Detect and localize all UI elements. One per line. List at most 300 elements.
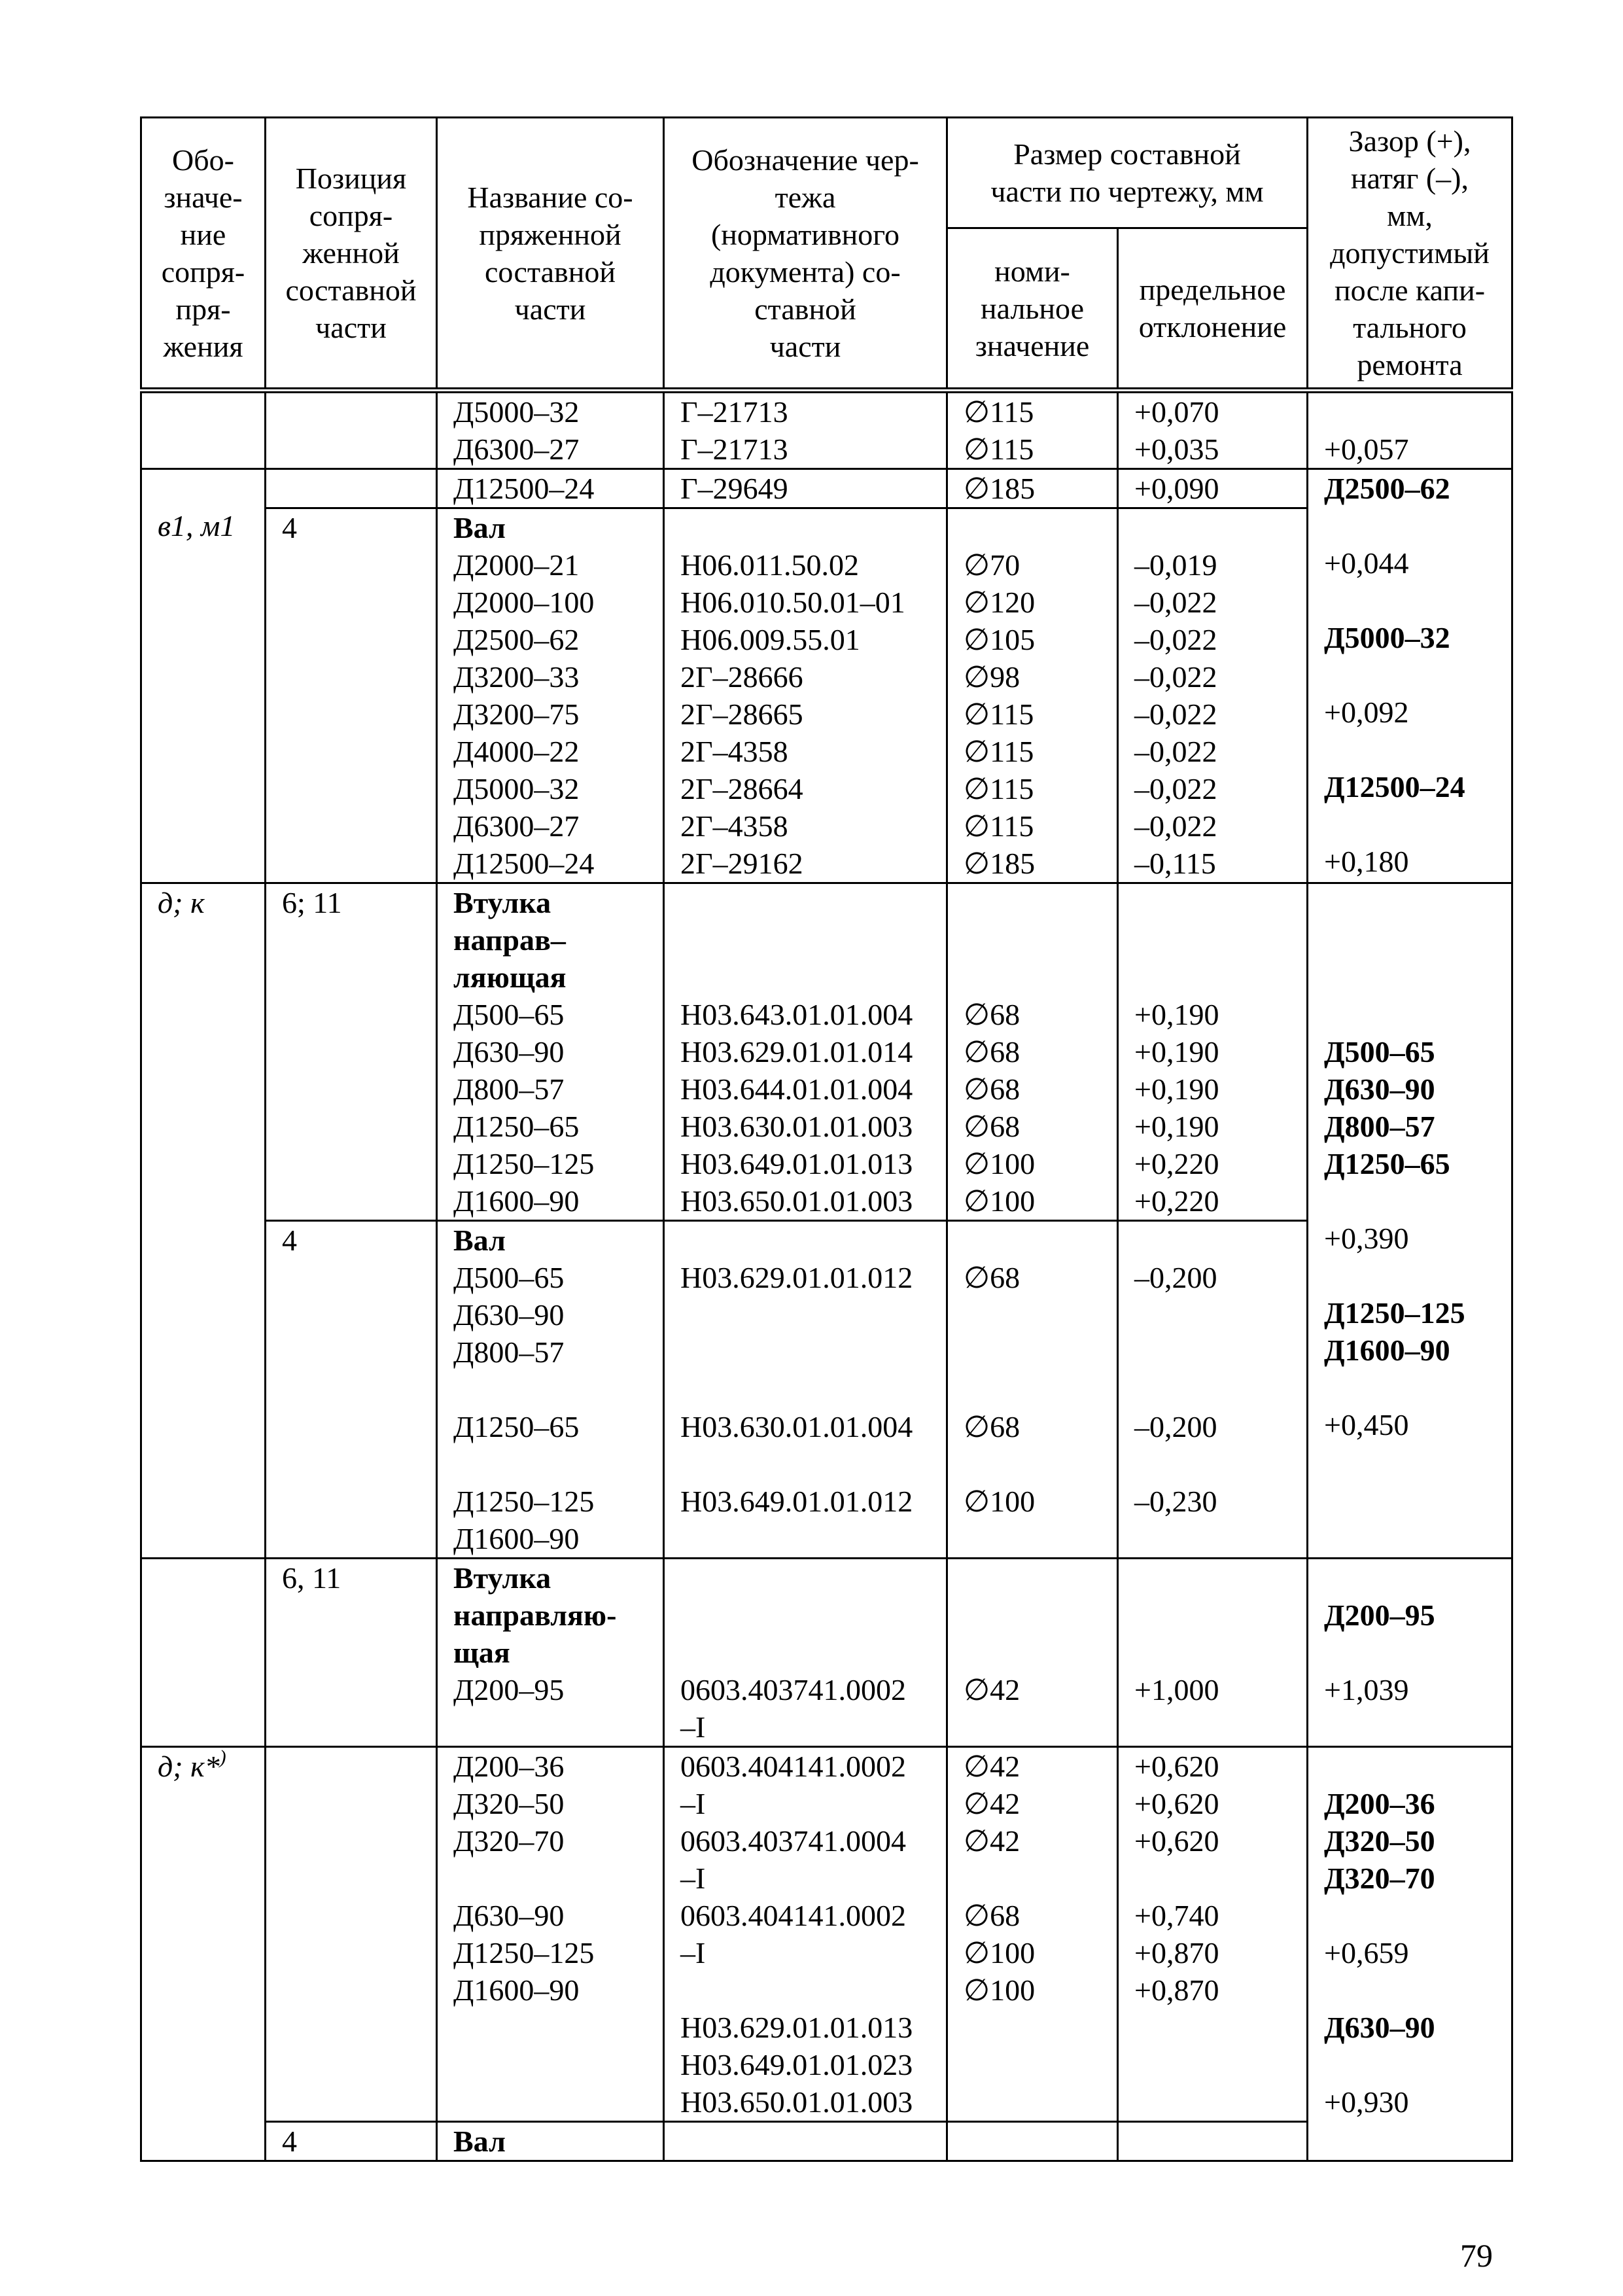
cell-line: –0,200	[1134, 1410, 1217, 1443]
cell-line: Д320–70	[453, 1824, 565, 1858]
cell-line: Н03.630.01.01.004	[680, 1410, 913, 1443]
cell-line: –0,019	[1134, 548, 1217, 582]
cell-line: Д200–36	[453, 1750, 565, 1783]
cell-line: Д1600–90	[453, 1184, 580, 1218]
table-row	[141, 883, 1512, 1221]
part-name-cell	[437, 1221, 664, 1559]
designation-cell	[141, 1559, 266, 1747]
cell-line	[964, 1634, 1117, 1671]
cell-line: Д1250–65	[1324, 1147, 1450, 1180]
designation-cell	[141, 391, 266, 469]
cell-line: Н06.010.50.01–01	[680, 586, 905, 619]
part-name-cell	[437, 2122, 664, 2161]
part-name-cell	[437, 469, 664, 508]
cell-line: ∅100	[964, 1973, 1036, 2007]
cell-line: отклонение	[1138, 310, 1287, 344]
cell-line	[1134, 2046, 1306, 2083]
cell-line: ∅105	[964, 623, 1036, 656]
cell-line: Н03.643.01.01.004	[680, 998, 913, 1031]
cell-line: 0603.404141.0002	[680, 1750, 906, 1783]
cell-line: в1, м1	[158, 509, 236, 542]
cell-line: ние	[180, 217, 226, 251]
deviation-cell	[1118, 391, 1308, 469]
drawing-cell	[664, 469, 947, 508]
cell-line: –0,230	[1134, 1485, 1217, 1518]
cell-line	[1324, 1708, 1511, 1746]
page-number: 79	[1460, 2237, 1493, 2274]
cell-line: –0,022	[1134, 586, 1217, 619]
cell-line	[453, 1860, 663, 1897]
cell-line: сопря-	[161, 255, 245, 289]
cell-line	[964, 2009, 1117, 2046]
header-part-name	[437, 118, 664, 391]
cell-line: Д4000–22	[453, 735, 580, 768]
cell-line: ∅42	[964, 1824, 1021, 1858]
cell-line: +0,180	[1324, 845, 1409, 878]
cell-line	[1134, 1520, 1306, 1557]
cell-line: Д5000–32	[1324, 621, 1450, 654]
cell-line: Д12500–24	[453, 847, 595, 880]
cell-line: –0,022	[1134, 623, 1217, 656]
cell-line: ляющая	[453, 961, 567, 994]
cell-line: Д12500–24	[1324, 770, 1465, 804]
designation-cell	[141, 469, 266, 883]
cell-line	[680, 1371, 946, 1408]
header-drawing	[664, 118, 947, 391]
cell-line: номи-	[994, 254, 1070, 288]
position-cell	[266, 2122, 437, 2161]
table-row	[141, 1221, 1512, 1559]
cell-line: ∅42	[964, 1787, 1021, 1820]
cell-line	[282, 470, 436, 507]
cell-line: Втулка	[453, 886, 551, 919]
header-designation	[141, 118, 266, 391]
deviation-cell	[1118, 1559, 1308, 1747]
cell-line: Д3200–75	[453, 698, 580, 731]
cell-line: пря-	[175, 292, 231, 326]
cell-line	[1134, 1296, 1306, 1333]
cell-line: +0,057	[1324, 433, 1409, 466]
cell-line: Д1250–125	[453, 1485, 595, 1518]
cell-line: Н03.629.01.01.014	[680, 1035, 913, 1069]
drawing-cell	[664, 1221, 947, 1559]
part-name-cell	[437, 883, 664, 1221]
part-name-cell	[437, 1747, 664, 2122]
specification-table	[140, 116, 1513, 2162]
cell-line: Д630–90	[453, 1899, 565, 1932]
cell-line: ставной	[754, 292, 856, 326]
cell-line: +0,220	[1134, 1147, 1219, 1180]
cell-line: +0,870	[1134, 1973, 1219, 2007]
cell-line: тального	[1353, 311, 1467, 344]
cell-line: составной	[285, 274, 417, 307]
drawing-cell	[664, 1747, 947, 2122]
cell-line: +1,000	[1134, 1673, 1219, 1706]
header-nominal	[947, 228, 1118, 391]
cell-line	[1324, 1559, 1511, 1597]
clearance-cell	[1308, 469, 1512, 883]
cell-line: +0,870	[1134, 1936, 1219, 1969]
cell-line: 6, 11	[282, 1561, 341, 1595]
cell-line: после капи-	[1334, 274, 1486, 307]
drawing-cell	[664, 391, 947, 469]
deviation-cell	[1118, 883, 1308, 1221]
cell-line: ∅100	[964, 1485, 1036, 1518]
cell-line: ∅68	[964, 1261, 1021, 1294]
cell-line	[964, 509, 1117, 546]
cell-line	[453, 1371, 663, 1408]
cell-line: Д500–65	[453, 1261, 565, 1294]
cell-line	[1324, 1182, 1511, 1220]
cell-line	[680, 959, 946, 996]
clearance-cell	[1308, 391, 1512, 469]
cell-line: пряженной	[479, 217, 621, 251]
cell-line: 2Г–4358	[680, 809, 788, 843]
cell-line: Д320–70	[1324, 1862, 1435, 1895]
nominal-cell	[947, 2122, 1118, 2161]
table-row	[141, 1747, 1512, 2122]
cell-line	[453, 2046, 663, 2083]
cell-line: составной	[484, 255, 616, 289]
cell-line	[964, 1559, 1117, 1597]
cell-line	[1134, 959, 1306, 996]
nominal-cell	[947, 1221, 1118, 1559]
cell-line: Д500–65	[1324, 1035, 1435, 1069]
cell-line: Д1600–90	[1324, 1333, 1450, 1367]
cell-line: +0,092	[1324, 696, 1409, 729]
cell-line: Н03.650.01.01.003	[680, 1184, 913, 1218]
cell-line: Д3200–33	[453, 660, 580, 694]
cell-line: Д5000–32	[453, 772, 580, 805]
cell-line: Вал	[453, 2125, 506, 2158]
cell-line	[1324, 393, 1511, 431]
cell-line	[680, 884, 946, 921]
cell-line: +0,190	[1134, 1072, 1219, 1106]
cell-line	[964, 1597, 1117, 1634]
nominal-cell	[947, 1559, 1118, 1747]
cell-line: Д320–50	[1324, 1824, 1435, 1858]
cell-line: Н03.644.01.01.004	[680, 1072, 913, 1106]
cell-line	[964, 1333, 1117, 1371]
cell-line: ∅100	[964, 1147, 1036, 1180]
cell-line: Д1250–125	[1324, 1296, 1465, 1330]
cell-line: +0,620	[1134, 1750, 1219, 1783]
cell-line: Н06.009.55.01	[680, 623, 860, 656]
cell-line: части	[315, 311, 387, 344]
cell-line	[1324, 1634, 1511, 1671]
cell-line	[964, 884, 1117, 921]
cell-line: Д5000–32	[453, 395, 580, 429]
cell-line	[1324, 1897, 1511, 1934]
position-cell	[266, 1747, 437, 2122]
cell-line: Д630–90	[1324, 1072, 1435, 1106]
cell-line	[964, 921, 1117, 959]
cell-line: 0603.403741.0004	[680, 1824, 906, 1858]
cell-line: Втулка	[453, 1561, 551, 1595]
cell-line	[964, 959, 1117, 996]
cell-line: Д630–90	[1324, 2011, 1435, 2044]
table-row	[141, 391, 1512, 469]
cell-line: (нормативного	[710, 217, 900, 251]
deviation-cell	[1118, 1747, 1308, 2122]
cell-line: ∅70	[964, 548, 1021, 582]
cell-line: Вал	[453, 1224, 506, 1257]
cell-line: Д12500–24	[453, 472, 595, 505]
cell-line: ∅98	[964, 660, 1021, 694]
cell-line: –0,022	[1134, 809, 1217, 843]
cell-line: жения	[163, 329, 243, 363]
cell-line	[453, 2009, 663, 2046]
cell-line	[1324, 1369, 1511, 1406]
cell-line: Обо-	[172, 143, 234, 177]
position-cell	[266, 508, 437, 883]
cell-line	[1134, 921, 1306, 959]
cell-line	[964, 1371, 1117, 1408]
cell-line: Зазор (+),	[1348, 124, 1471, 158]
cell-line	[1134, 1559, 1306, 1597]
cell-line: Обозначение чер-	[691, 143, 919, 177]
deviation-cell	[1118, 1221, 1308, 1559]
deviation-cell	[1118, 469, 1308, 508]
cell-line: Д200–95	[1324, 1598, 1435, 1632]
cell-line: +0,620	[1134, 1824, 1219, 1858]
cell-line: Г–21713	[680, 395, 788, 429]
cell-line	[1134, 2009, 1306, 2046]
cell-line	[282, 1748, 436, 1785]
designation-cell	[141, 1747, 266, 2161]
cell-line: ремонта	[1357, 348, 1463, 381]
cell-line	[680, 509, 946, 546]
cell-line	[964, 2083, 1117, 2121]
nominal-cell	[947, 391, 1118, 469]
cell-line	[964, 1860, 1117, 1897]
cell-line: Н03.629.01.01.013	[680, 2011, 913, 2044]
cell-line: Д1250–65	[453, 1410, 580, 1443]
cell-line: +1,039	[1324, 1673, 1409, 1706]
cell-line: документа) со-	[710, 255, 901, 289]
cell-line: Д2000–21	[453, 548, 580, 582]
cell-line	[1134, 1371, 1306, 1408]
cell-line: 2Г–29162	[680, 847, 803, 880]
cell-line	[1324, 996, 1511, 1033]
cell-line	[1134, 884, 1306, 921]
cell-line: +0,035	[1134, 433, 1219, 466]
position-cell	[266, 1559, 437, 1747]
cell-line: +0,390	[1324, 1222, 1409, 1255]
cell-line	[1134, 2083, 1306, 2121]
cell-line: Позиция	[295, 162, 407, 195]
cell-line: +0,190	[1134, 998, 1219, 1031]
cell-line	[680, 1222, 946, 1259]
nominal-cell	[947, 469, 1118, 508]
position-cell	[266, 391, 437, 469]
cell-line: ∅115	[964, 735, 1034, 768]
cell-line: Н03.630.01.01.003	[680, 1110, 913, 1143]
cell-line	[158, 1559, 264, 1597]
cell-line: допустимый	[1330, 236, 1490, 270]
cell-line	[680, 1333, 946, 1371]
clearance-cell	[1308, 1747, 1512, 2161]
cell-line: 4	[282, 1224, 297, 1257]
cell-line: ∅42	[964, 1750, 1021, 1783]
cell-line	[1324, 1971, 1511, 2009]
cell-line: Д630–90	[453, 1035, 565, 1069]
cell-line: –0,022	[1134, 735, 1217, 768]
cell-line: Н03.649.01.01.023	[680, 2048, 913, 2081]
cell-line: Н06.011.50.02	[680, 548, 860, 582]
deviation-cell	[1118, 508, 1308, 883]
designation-cell	[141, 883, 266, 1559]
cell-line	[680, 1971, 946, 2009]
cell-line	[1324, 507, 1511, 544]
cell-line	[282, 393, 436, 431]
clearance-cell	[1308, 883, 1512, 1559]
cell-line: значение	[975, 328, 1090, 362]
cell-line: ∅42	[964, 1673, 1021, 1706]
cell-line: мм,	[1387, 199, 1433, 232]
header-size-group	[947, 118, 1308, 228]
cell-line	[1134, 1333, 1306, 1371]
cell-line: ∅68	[964, 1072, 1021, 1106]
cell-line: +0,659	[1324, 1936, 1409, 1969]
cell-line: Д800–57	[453, 1072, 565, 1106]
cell-line	[680, 1634, 946, 1671]
cell-line: Н03.649.01.01.013	[680, 1147, 913, 1180]
cell-line: ∅115	[964, 809, 1034, 843]
cell-line	[1134, 1708, 1306, 1746]
cell-line: натяг (–),	[1351, 162, 1469, 195]
position-cell	[266, 883, 437, 1221]
part-name-cell	[437, 1559, 664, 1747]
cell-line: щая	[453, 1636, 510, 1669]
cell-line	[453, 1708, 663, 1746]
cell-line: –I	[680, 1862, 706, 1895]
header-position	[266, 118, 437, 391]
cell-line: 2Г–28664	[680, 772, 803, 805]
cell-line: ∅68	[964, 1410, 1021, 1443]
table-row	[141, 1559, 1512, 1747]
cell-line: Д200–95	[453, 1673, 565, 1706]
cell-line	[158, 470, 264, 507]
cell-line: 0603.404141.0002	[680, 1899, 906, 1932]
position-cell	[266, 469, 437, 508]
cell-line: Д800–57	[1324, 1110, 1435, 1143]
cell-line: ∅115	[964, 698, 1034, 731]
cell-line: ∅68	[964, 1899, 1021, 1932]
cell-line	[1324, 959, 1511, 996]
header-deviation	[1118, 228, 1308, 391]
cell-line: –I	[680, 1787, 706, 1820]
cell-line: –I	[680, 1936, 706, 1969]
cell-line: 4	[282, 2125, 297, 2158]
cell-line	[964, 1222, 1117, 1259]
header-clearance	[1308, 118, 1512, 391]
cell-line: 2Г–28665	[680, 698, 803, 731]
cell-line: направ–	[453, 923, 566, 957]
cell-line: ∅115	[964, 395, 1034, 429]
cell-line	[680, 921, 946, 959]
cell-line: –0,115	[1134, 847, 1216, 880]
cell-line	[680, 1445, 946, 1483]
cell-line: значе-	[164, 180, 243, 214]
cell-line	[1324, 731, 1511, 768]
cell-line: Д2500–62	[453, 623, 580, 656]
drawing-cell	[664, 1559, 947, 1747]
position-cell	[266, 1221, 437, 1559]
drawing-cell	[664, 508, 947, 883]
cell-line: сопря-	[309, 199, 393, 232]
cell-line	[453, 1445, 663, 1483]
cell-line: ∅68	[964, 1035, 1021, 1069]
cell-line: +0,620	[1134, 1787, 1219, 1820]
cell-line	[680, 1559, 946, 1597]
cell-line: 4	[282, 511, 297, 544]
nominal-cell	[947, 1747, 1118, 2122]
cell-line: ∅100	[964, 1936, 1036, 1969]
cell-line	[1134, 1860, 1306, 1897]
deviation-cell	[1118, 2122, 1308, 2161]
cell-line	[1324, 1257, 1511, 1294]
cell-line: Н03.649.01.01.012	[680, 1485, 913, 1518]
cell-line: предельное	[1139, 273, 1286, 307]
cell-line: ∅68	[964, 1110, 1021, 1143]
cell-line: +0,070	[1134, 395, 1219, 429]
cell-line	[964, 1296, 1117, 1333]
cell-line: Вал	[453, 511, 506, 544]
cell-line	[1324, 2046, 1511, 2083]
cell-line: ∅185	[964, 847, 1036, 880]
cell-line: +0,220	[1134, 1184, 1219, 1218]
cell-line: Д2500–62	[1324, 472, 1450, 505]
cell-line: Д1250–125	[453, 1147, 595, 1180]
cell-line: ∅185	[964, 472, 1036, 505]
cell-line: Д1250–65	[453, 1110, 580, 1143]
cell-line	[1324, 805, 1511, 843]
nominal-cell	[947, 508, 1118, 883]
cell-line	[1134, 509, 1306, 546]
part-name-cell	[437, 391, 664, 469]
cell-line: +0,044	[1324, 546, 1409, 580]
cell-line: Название со-	[467, 180, 633, 214]
cell-line: Д500–65	[453, 998, 565, 1031]
cell-line: Д320–50	[453, 1787, 565, 1820]
cell-line: женной	[302, 236, 400, 270]
cell-line: Д6300–27	[453, 809, 580, 843]
cell-line: +0,450	[1324, 1408, 1409, 1441]
cell-line	[964, 2046, 1117, 2083]
cell-line: Д630–90	[453, 1298, 565, 1332]
cell-line	[680, 1520, 946, 1557]
cell-line: ∅120	[964, 586, 1036, 619]
cell-line: Размер составной	[1013, 137, 1241, 171]
cell-line: направляю-	[453, 1598, 617, 1632]
cell-line	[1134, 1222, 1306, 1259]
cell-line: Н03.629.01.01.012	[680, 1261, 913, 1294]
cell-line: 2Г–28666	[680, 660, 803, 694]
cell-line: +0,190	[1134, 1110, 1219, 1143]
cell-line: нальное	[981, 291, 1084, 325]
cell-line: +0,740	[1134, 1899, 1219, 1932]
cell-line: ∅115	[964, 772, 1034, 805]
cell-line: ∅100	[964, 1184, 1036, 1218]
cell-line: ∅115	[964, 433, 1034, 466]
cell-line	[453, 2083, 663, 2121]
cell-line: –0,200	[1134, 1261, 1217, 1294]
cell-line	[158, 393, 264, 431]
cell-line: Н03.650.01.01.003	[680, 2085, 913, 2119]
cell-line	[680, 1296, 946, 1333]
part-name-cell	[437, 508, 664, 883]
